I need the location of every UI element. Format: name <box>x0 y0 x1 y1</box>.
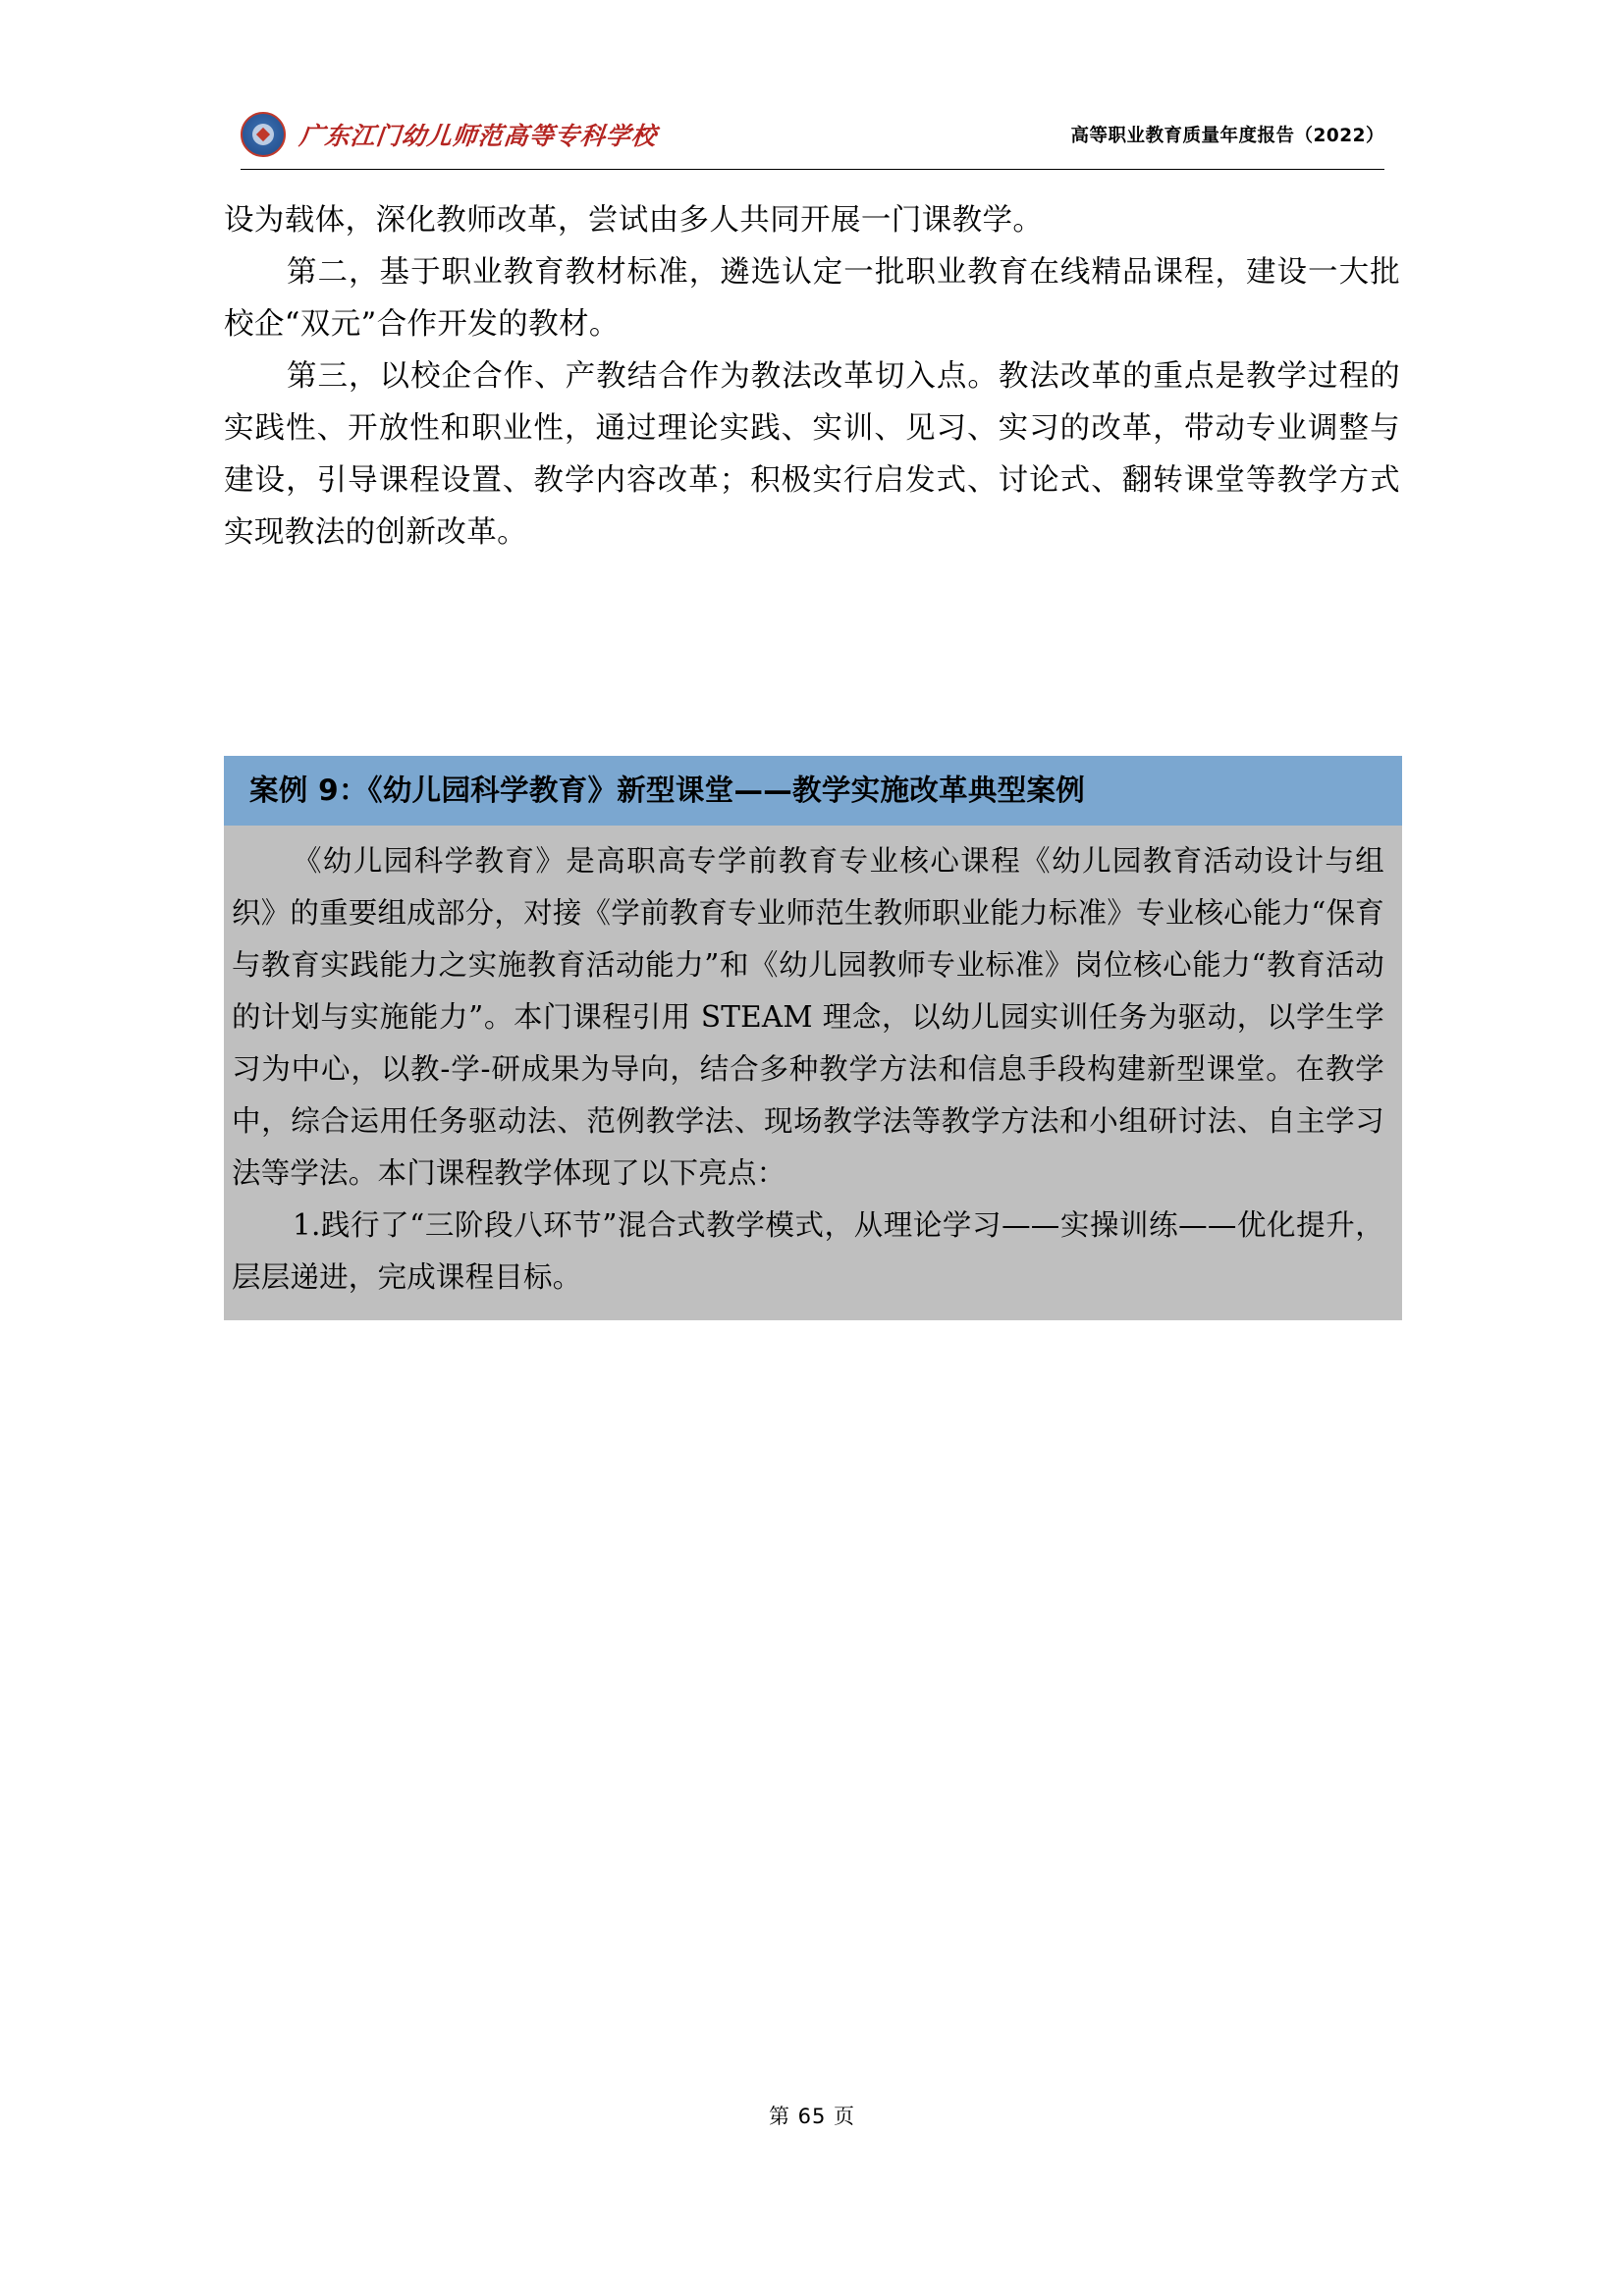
page-header <box>241 106 1384 163</box>
case-study-body <box>224 826 1402 1320</box>
report-title: 高等职业教育质量年度报告（2022） <box>1070 126 1384 146</box>
header-logo-group <box>241 112 657 157</box>
paragraph-continued: 设为载体，深化教师改革，尝试由多人共同开展一门课教学。 <box>224 203 1044 238</box>
paragraph-second-point: 第二，基于职业教育教材标准，遴选认定一批职业教育在线精品课程，建设一大批校企“双元”合作开发的教材。 <box>224 255 1400 343</box>
document-body <box>224 194 1400 559</box>
page-number: 第 65 页 <box>768 2105 856 2128</box>
case-paragraph-highlight-1: 1.践行了“三阶段八环节”混合式教学模式，从理论学习——实操训练——优化提升，层层递进，完成课程目标。 <box>232 1208 1384 1295</box>
school-name-wordmark: 广东江门幼儿师范高等专科学校 <box>298 122 659 150</box>
case-paragraph-overview: 《幼儿园科学教育》是高职高专学前教育专业核心课程《幼儿园教育活动设计与组织》的重要组成部分，对接《学前教育专业师范生教师职业能力标准》专业核心能力“保育与教育实践能力之实施教育活动能力”和《幼儿园教师专业标准》岗位核心能力“教育活动的计划与实施能力”。本门课程引用 STEAM 理念，以幼儿园实训任务为驱动，以学生学习为中心，以教-学-研成果为导向，结合多种教学方法和信息手段构建新型课堂。在教学中，综合运用任务驱动法、范例教学法、现场教学法等教学方法和小组研讨法、自主学习法等学法。本门课程教学体现了以下亮点： <box>232 843 1384 1191</box>
case-study-block <box>224 756 1402 1320</box>
paragraph-third-point: 第三，以校企合作、产教结合作为教法改革切入点。教法改革的重点是教学过程的实践性、开放性和职业性，通过理论实践、实训、见习、实习的改革，带动专业调整与建设，引导课程设置、教学内容改革；积极实行启发式、讨论式、翻转课堂等教学方式实现教法的创新改革。 <box>224 359 1400 551</box>
case-study-title: 案例 9：《幼儿园科学教育》新型课堂——教学实施改革典型案例 <box>224 756 1402 826</box>
header-divider <box>241 169 1384 170</box>
school-emblem-icon <box>241 112 286 157</box>
